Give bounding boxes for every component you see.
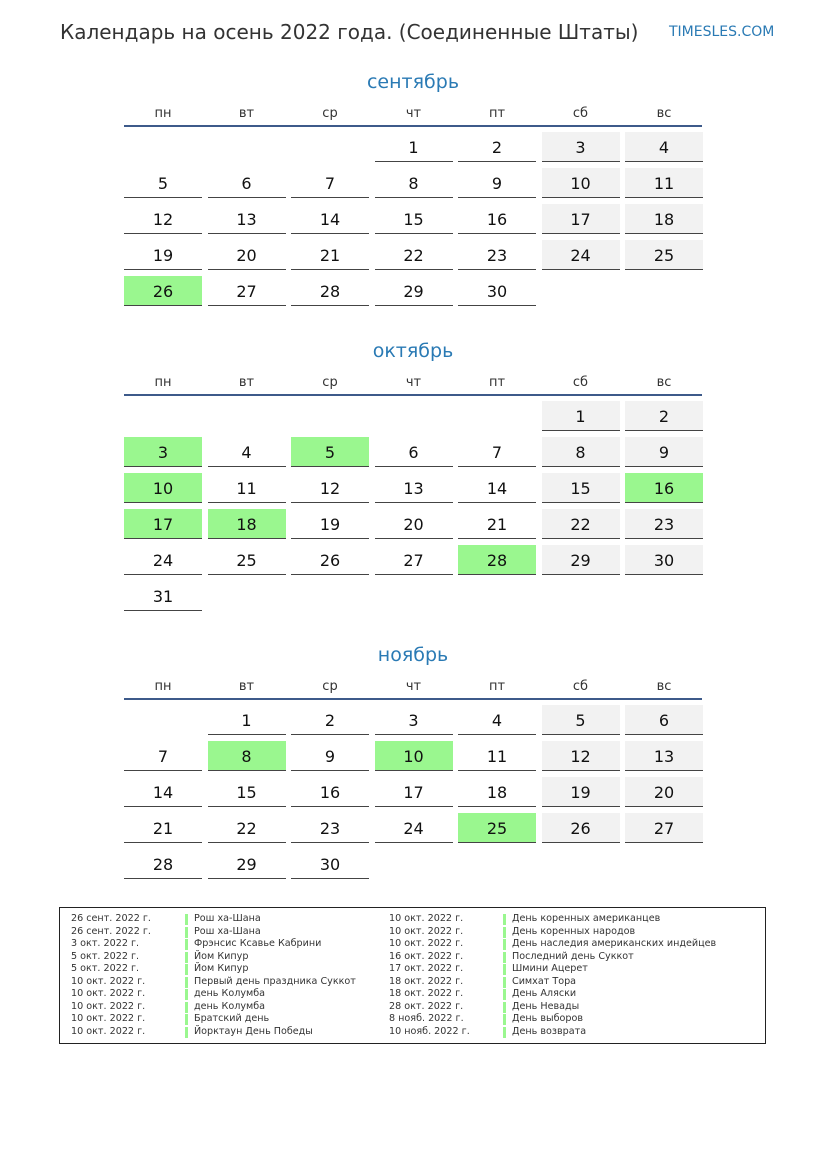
day-cell[interactable]: 14 — [124, 777, 202, 807]
weekday-label: вт — [238, 375, 255, 390]
legend-name: Йорктаун День Победы — [194, 1025, 313, 1037]
legend-date: 16 окт. 2022 г. — [389, 950, 464, 962]
weekday-label: вс — [656, 106, 672, 121]
day-cell[interactable]: 27 — [375, 545, 453, 575]
legend-date: 10 окт. 2022 г. — [389, 925, 464, 937]
legend-date: 5 окт. 2022 г. — [71, 950, 140, 962]
day-cell[interactable]: 26 — [291, 545, 369, 575]
legend-marker — [503, 939, 506, 950]
day-cell[interactable]: 13 — [375, 473, 453, 503]
weekday-header — [124, 104, 702, 124]
weekday-label: вт — [238, 679, 255, 694]
day-cell[interactable]: 1 — [375, 132, 453, 162]
legend-date: 18 окт. 2022 г. — [389, 988, 464, 999]
legend-date: 26 сент. 2022 г. — [71, 913, 151, 924]
day-cell[interactable]: 11 — [458, 741, 536, 771]
legend-marker — [503, 952, 506, 963]
holiday-legend — [59, 907, 766, 1044]
day-cell[interactable]: 9 — [625, 437, 703, 467]
weekday-label: ср — [322, 679, 338, 694]
weekday-label: сб — [572, 106, 589, 121]
month-name: ноябрь — [377, 644, 449, 666]
legend-date: 10 окт. 2022 г. — [71, 975, 146, 987]
day-cell-holiday[interactable]: 18 — [208, 509, 286, 539]
day-cell[interactable]: 4 — [458, 705, 536, 735]
legend-marker — [503, 977, 506, 988]
legend-date: 18 окт. 2022 г. — [389, 975, 464, 987]
day-cell[interactable]: 5 — [542, 705, 620, 735]
day-cell[interactable]: 4 — [625, 132, 703, 162]
legend-date: 10 окт. 2022 г. — [71, 1013, 146, 1024]
legend-name: День коренных американцев — [512, 913, 661, 924]
day-cell[interactable]: 25 — [625, 240, 703, 270]
weekday-label: пн — [154, 679, 172, 694]
day-cell[interactable]: 12 — [124, 204, 202, 234]
legend-marker — [503, 1014, 506, 1025]
legend-date: 10 окт. 2022 г. — [71, 988, 146, 999]
day-cell[interactable]: 31 — [124, 581, 202, 611]
weekday-label: ср — [322, 106, 338, 121]
day-cell[interactable]: 18 — [625, 204, 703, 234]
day-cell-holiday[interactable]: 28 — [458, 545, 536, 575]
legend-marker — [503, 914, 506, 925]
legend-marker — [185, 964, 188, 975]
legend-name: Рош ха-Шана — [194, 913, 261, 924]
legend-marker — [185, 1014, 188, 1025]
day-cell[interactable]: 11 — [208, 473, 286, 503]
day-cell[interactable]: 29 — [208, 849, 286, 879]
day-cell[interactable]: 1 — [208, 705, 286, 735]
day-cell[interactable]: 13 — [208, 204, 286, 234]
day-cell[interactable]: 20 — [625, 777, 703, 807]
weekday-header — [124, 677, 702, 697]
day-cell[interactable]: 28 — [124, 849, 202, 879]
legend-date: 10 окт. 2022 г. — [389, 938, 464, 949]
day-cell[interactable]: 19 — [124, 240, 202, 270]
day-cell[interactable]: 24 — [542, 240, 620, 270]
legend-name: Симхат Тора — [512, 975, 577, 987]
weekday-label: чт — [405, 106, 422, 121]
legend-marker — [185, 1027, 188, 1038]
day-cell-holiday[interactable]: 17 — [124, 509, 202, 539]
weekday-label: вт — [238, 106, 255, 121]
legend-name: День возврата — [512, 1025, 587, 1037]
legend-name: день Колумба — [194, 988, 266, 999]
day-cell-holiday[interactable]: 16 — [625, 473, 703, 503]
day-cell[interactable]: 18 — [458, 777, 536, 807]
weekday-label: вс — [656, 679, 672, 694]
day-cell[interactable]: 7 — [124, 741, 202, 771]
legend-marker — [503, 1002, 506, 1013]
legend-date: 10 окт. 2022 г. — [71, 1000, 146, 1012]
day-cell[interactable]: 20 — [375, 509, 453, 539]
page-title: Календарь на осень 2022 года. (Соединенные Штаты) — [60, 20, 639, 44]
day-cell-holiday[interactable]: 5 — [291, 437, 369, 467]
weekday-label: пн — [154, 375, 172, 390]
legend-name: День Аляски — [512, 988, 577, 999]
legend-date: 17 окт. 2022 г. — [389, 963, 464, 974]
weekday-label: чт — [405, 375, 422, 390]
day-cell[interactable]: 1 — [542, 401, 620, 431]
day-cell[interactable]: 27 — [625, 813, 703, 843]
day-cell[interactable]: 7 — [291, 168, 369, 198]
legend-name: день Колумба — [194, 1000, 266, 1012]
legend-name: Последний день Суккот — [512, 950, 634, 962]
header-rule — [124, 698, 702, 700]
day-cell[interactable]: 22 — [542, 509, 620, 539]
day-cell[interactable]: 6 — [208, 168, 286, 198]
day-cell[interactable]: 6 — [375, 437, 453, 467]
month-october — [124, 339, 702, 629]
legend-marker — [185, 914, 188, 925]
day-cell[interactable]: 19 — [542, 777, 620, 807]
day-cell[interactable]: 21 — [124, 813, 202, 843]
legend-date: 28 окт. 2022 г. — [389, 1000, 464, 1012]
day-cell[interactable]: 12 — [291, 473, 369, 503]
day-cell[interactable]: 9 — [291, 741, 369, 771]
day-cell[interactable]: 22 — [375, 240, 453, 270]
month-name: октябрь — [372, 340, 454, 362]
day-cell[interactable]: 28 — [291, 276, 369, 306]
day-cell[interactable]: 15 — [375, 204, 453, 234]
day-cell[interactable]: 8 — [542, 437, 620, 467]
day-cell[interactable]: 29 — [375, 276, 453, 306]
day-cell-holiday[interactable]: 25 — [458, 813, 536, 843]
day-cell-holiday[interactable]: 10 — [124, 473, 202, 503]
day-cell[interactable]: 7 — [458, 437, 536, 467]
legend-marker — [185, 977, 188, 988]
day-cell-holiday[interactable]: 26 — [124, 276, 202, 306]
month-september — [124, 70, 702, 325]
day-cell[interactable]: 14 — [291, 204, 369, 234]
day-cell[interactable]: 21 — [291, 240, 369, 270]
day-cell[interactable]: 16 — [291, 777, 369, 807]
legend-name: Йом Кипур — [194, 963, 249, 974]
day-cell[interactable]: 5 — [124, 168, 202, 198]
day-cell[interactable]: 11 — [625, 168, 703, 198]
legend-marker — [503, 1027, 506, 1038]
weekday-label: ср — [322, 375, 338, 390]
legend-marker — [503, 927, 506, 938]
legend-marker — [503, 989, 506, 1000]
site-link[interactable]: TIMESLES.COM — [669, 24, 775, 40]
day-cell[interactable]: 15 — [542, 473, 620, 503]
day-cell[interactable]: 23 — [625, 509, 703, 539]
legend-date: 10 окт. 2022 г. — [71, 1025, 146, 1037]
day-cell[interactable]: 23 — [458, 240, 536, 270]
legend-name: Братский день — [194, 1013, 270, 1024]
legend-marker — [503, 964, 506, 975]
day-cell[interactable]: 2 — [625, 401, 703, 431]
weekday-label: пт — [488, 679, 506, 694]
weekday-label: чт — [405, 679, 422, 694]
day-cell-holiday[interactable]: 10 — [375, 741, 453, 771]
legend-name: Первый день праздника Суккот — [194, 975, 356, 987]
legend-date: 10 окт. 2022 г. — [389, 913, 464, 924]
day-cell[interactable]: 30 — [625, 545, 703, 575]
legend-marker — [185, 1002, 188, 1013]
day-cell[interactable]: 9 — [458, 168, 536, 198]
legend-name: Фрэнсис Ксавье Кабрини — [194, 938, 322, 949]
day-cell-holiday[interactable]: 3 — [124, 437, 202, 467]
legend-date: 26 сент. 2022 г. — [71, 925, 151, 937]
day-cell[interactable]: 16 — [458, 204, 536, 234]
day-cell[interactable]: 25 — [208, 545, 286, 575]
header-rule — [124, 394, 702, 396]
day-cell[interactable]: 10 — [542, 168, 620, 198]
weekday-label: сб — [572, 679, 589, 694]
legend-name: День выборов — [512, 1013, 584, 1024]
legend-date: 3 окт. 2022 г. — [71, 938, 140, 949]
weekday-label: пт — [488, 106, 506, 121]
day-cell[interactable]: 27 — [208, 276, 286, 306]
weekday-label: пт — [488, 375, 506, 390]
legend-marker — [185, 927, 188, 938]
day-cell[interactable]: 20 — [208, 240, 286, 270]
weekday-header — [124, 373, 702, 393]
month-name: сентябрь — [366, 71, 460, 93]
legend-name: Йом Кипур — [194, 950, 249, 962]
legend-date: 10 нояб. 2022 г. — [389, 1025, 470, 1037]
day-cell[interactable]: 23 — [291, 813, 369, 843]
day-cell[interactable]: 30 — [291, 849, 369, 879]
day-cell[interactable]: 15 — [208, 777, 286, 807]
day-cell[interactable]: 13 — [625, 741, 703, 771]
day-cell[interactable]: 29 — [542, 545, 620, 575]
day-cell[interactable]: 30 — [458, 276, 536, 306]
legend-marker — [185, 952, 188, 963]
day-cell[interactable]: 2 — [291, 705, 369, 735]
day-cell[interactable]: 21 — [458, 509, 536, 539]
day-cell[interactable]: 14 — [458, 473, 536, 503]
day-cell[interactable]: 8 — [375, 168, 453, 198]
day-cell[interactable]: 6 — [625, 705, 703, 735]
legend-name: День наследия американских индейцев — [512, 938, 717, 949]
day-cell-holiday[interactable]: 8 — [208, 741, 286, 771]
legend-name: Шмини Ацерет — [512, 963, 588, 974]
day-cell[interactable]: 3 — [375, 705, 453, 735]
day-cell[interactable]: 26 — [542, 813, 620, 843]
legend-name: День коренных народов — [512, 925, 636, 937]
day-cell[interactable]: 17 — [375, 777, 453, 807]
day-cell[interactable]: 3 — [542, 132, 620, 162]
day-cell[interactable]: 19 — [291, 509, 369, 539]
legend-name: День Невады — [512, 1000, 580, 1012]
day-cell[interactable]: 24 — [124, 545, 202, 575]
weekday-label: пн — [154, 106, 172, 121]
legend-date: 5 окт. 2022 г. — [71, 963, 140, 974]
weekday-label: вс — [656, 375, 672, 390]
header-rule — [124, 125, 702, 127]
legend-date: 8 нояб. 2022 г. — [389, 1013, 464, 1024]
month-november — [124, 643, 702, 898]
day-cell[interactable]: 24 — [375, 813, 453, 843]
day-cell[interactable]: 12 — [542, 741, 620, 771]
legend-marker — [185, 989, 188, 1000]
day-cell[interactable]: 17 — [542, 204, 620, 234]
day-cell[interactable]: 2 — [458, 132, 536, 162]
day-cell[interactable]: 4 — [208, 437, 286, 467]
day-cell[interactable]: 22 — [208, 813, 286, 843]
legend-name: Рош ха-Шана — [194, 925, 261, 937]
legend-marker — [185, 939, 188, 950]
weekday-label: сб — [572, 375, 589, 390]
